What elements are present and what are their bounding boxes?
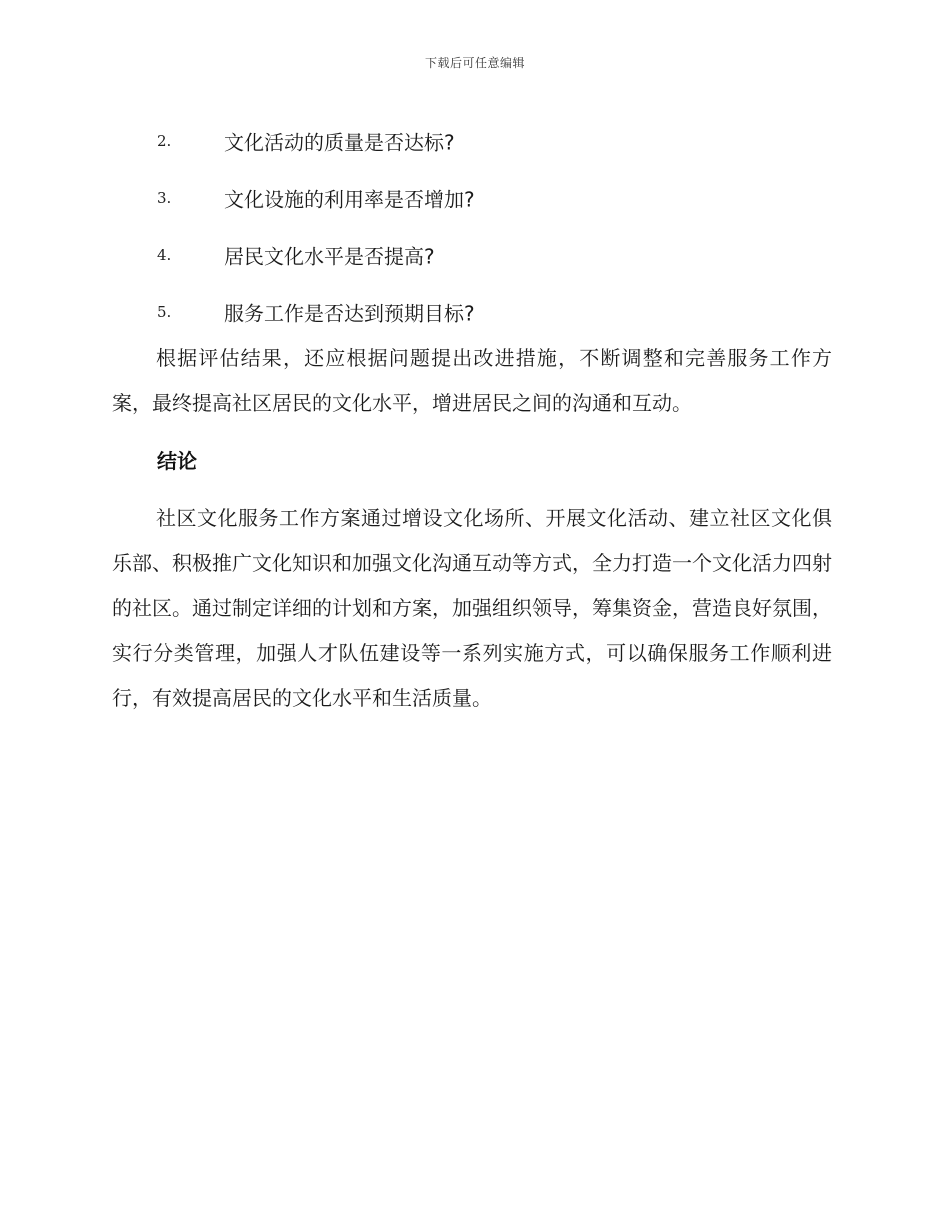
page-header: 下载后可任意编辑 <box>424 56 525 70</box>
list-item <box>157 112 857 169</box>
list-item <box>157 226 857 283</box>
list-item <box>157 169 857 226</box>
list-item <box>157 283 857 340</box>
list-item-text: 文化活动的质量是否达标? <box>224 130 455 154</box>
list-item-text: 服务工作是否达到预期目标? <box>224 301 475 325</box>
conclusion-paragraph: 社区文化服务工作方案通过增设文化场所、开展文化活动、建立社区文化俱乐部、积极推广文化知识和加强文化沟通互动等方式，全力打造一个文化活力四射的社区。通过制定详细的计划和方案，加强组织领导，筹集资金，营造良好氛围，实行分类管理，加强人才队伍建设等一系列实施方式，可以确保服务工作顺利进行，有效提高居民的文化水平和生活质量。 <box>112 506 832 710</box>
list-item-text: 文化设施的利用率是否增加? <box>224 187 475 211</box>
conclusion-heading: 结论 <box>157 449 197 473</box>
list-item-number: 3. <box>157 188 172 207</box>
list-item-number: 2. <box>157 131 172 150</box>
list-item-number: 5. <box>157 302 172 321</box>
list-item-text: 居民文化水平是否提高? <box>224 244 435 268</box>
evaluation-question-list <box>157 112 857 340</box>
list-item-number: 4. <box>157 245 172 264</box>
evaluation-paragraph: 根据评估结果，还应根据问题提出改进措施，不断调整和完善服务工作方案，最终提高社区居民的文化水平，增进居民之间的沟通和互动。 <box>112 346 832 415</box>
